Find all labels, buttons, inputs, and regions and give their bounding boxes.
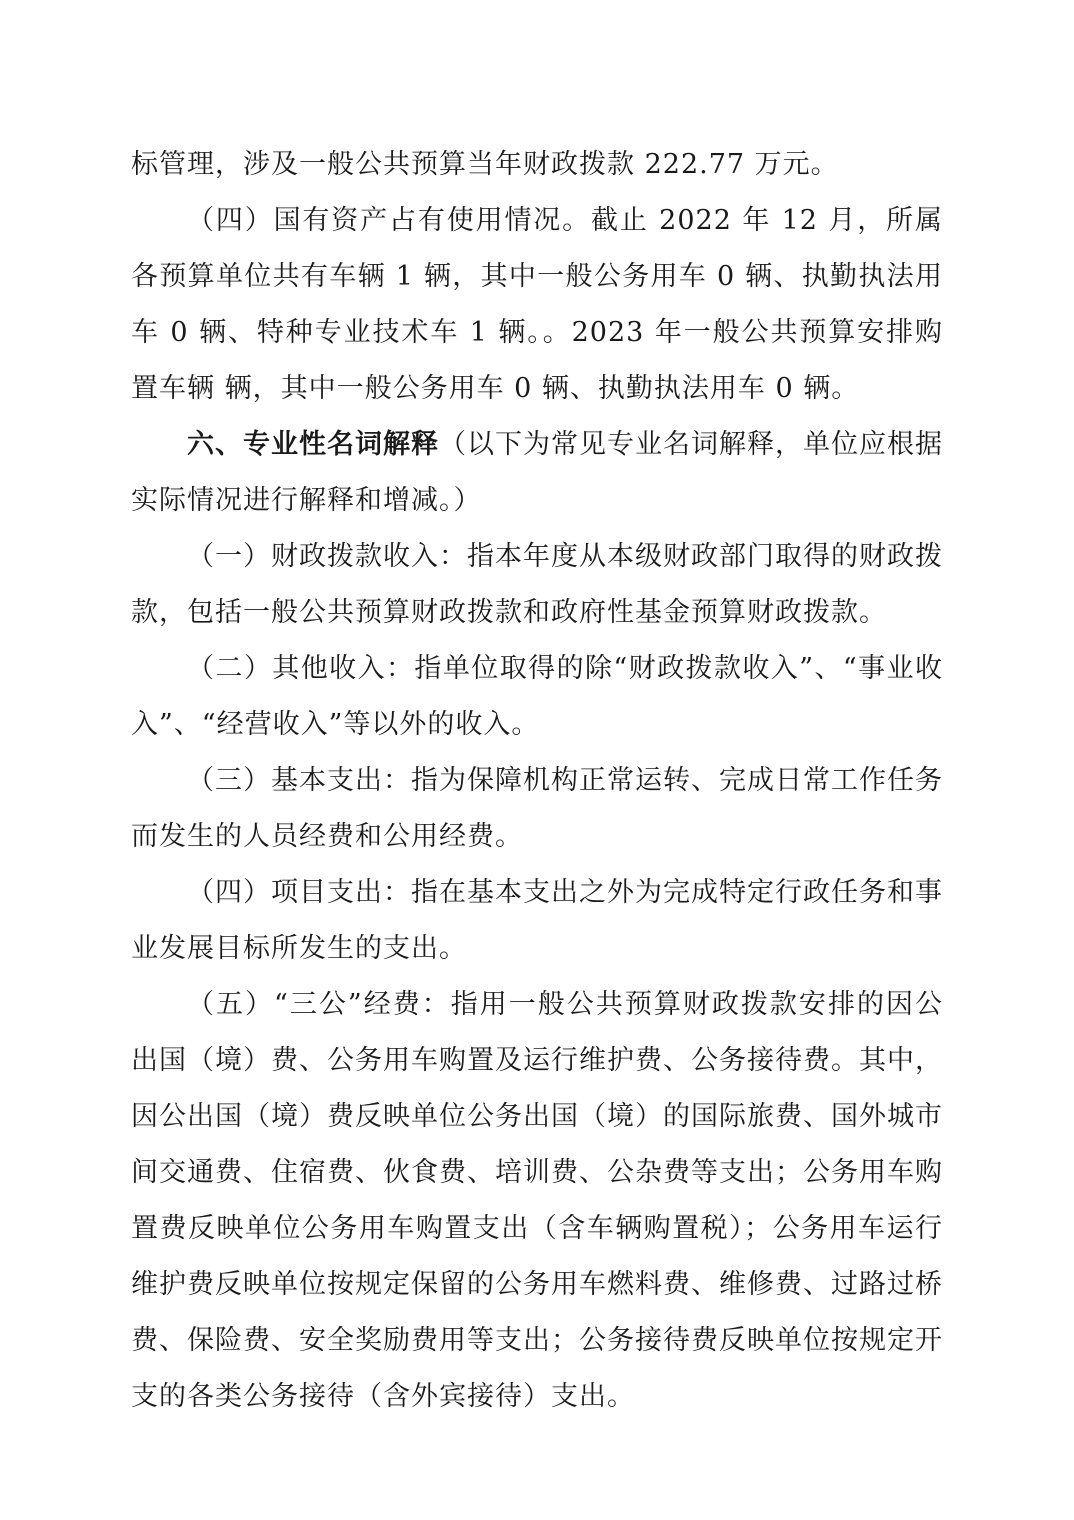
paragraph-state-assets: （四）国有资产占有使用情况。截止 2022 年 12 月，所属各预算单位共有车辆 1 辆，其中一般公务用车 0 辆、执勤执法用车 0 辆、特种专业技术车 1 辆。。2023 年一般公共预算安排购置车辆 辆，其中一般公务用车 0 辆、执勤执法用车 0 辆。 (131, 205, 943, 404)
paragraph-section-six-heading (131, 417, 943, 529)
paragraph-performance-continuation: 标管理，涉及一般公共预算当年财政拨款 222.77 万元。 (131, 149, 839, 180)
document-body (131, 137, 943, 1425)
section-heading-glossary: 六、专业性名词解释 (187, 429, 439, 460)
paragraph-fiscal-appropriation-income: （一）财政拨款收入：指本年度从本级财政部门取得的财政拨款，包括一般公共预算财政拨款和政府性基金预算财政拨款。 (131, 541, 943, 628)
paragraph-three-public-expenses: （五）“三公”经费：指用一般公共预算财政拨款安排的因公出国（境）费、公务用车购置及运行维护费、公务接待费。其中，因公出国（境）费反映单位公务出国（境）的国际旅费、国外城市间交通费、住宿费、伙食费、培训费、公杂费等支出；公务用车购置费反映单位公务用车购置支出（含车辆购置税）；公务用车运行维护费反映单位按规定保留的公务用车燃料费、维修费、过路过桥费、保险费、安全奖励费用等支出；公务接待费反映单位按规定开支的各类公务接待（含外宾接待）支出。 (131, 989, 943, 1412)
paragraph-other-income: （二）其他收入：指单位取得的除“财政拨款收入”、“事业收入”、“经营收入”等以外的收入。 (131, 653, 943, 740)
paragraph-basic-expenditure: （三）基本支出：指为保障机构正常运转、完成日常工作任务而发生的人员经费和公用经费。 (131, 765, 943, 852)
section-heading-note: （以下为常见专业名词解释，单位应根据实际情况进行解释和增减。） (131, 429, 943, 516)
paragraph-project-expenditure: （四）项目支出：指在基本支出之外为完成特定行政任务和事业发展目标所发生的支出。 (131, 877, 943, 964)
